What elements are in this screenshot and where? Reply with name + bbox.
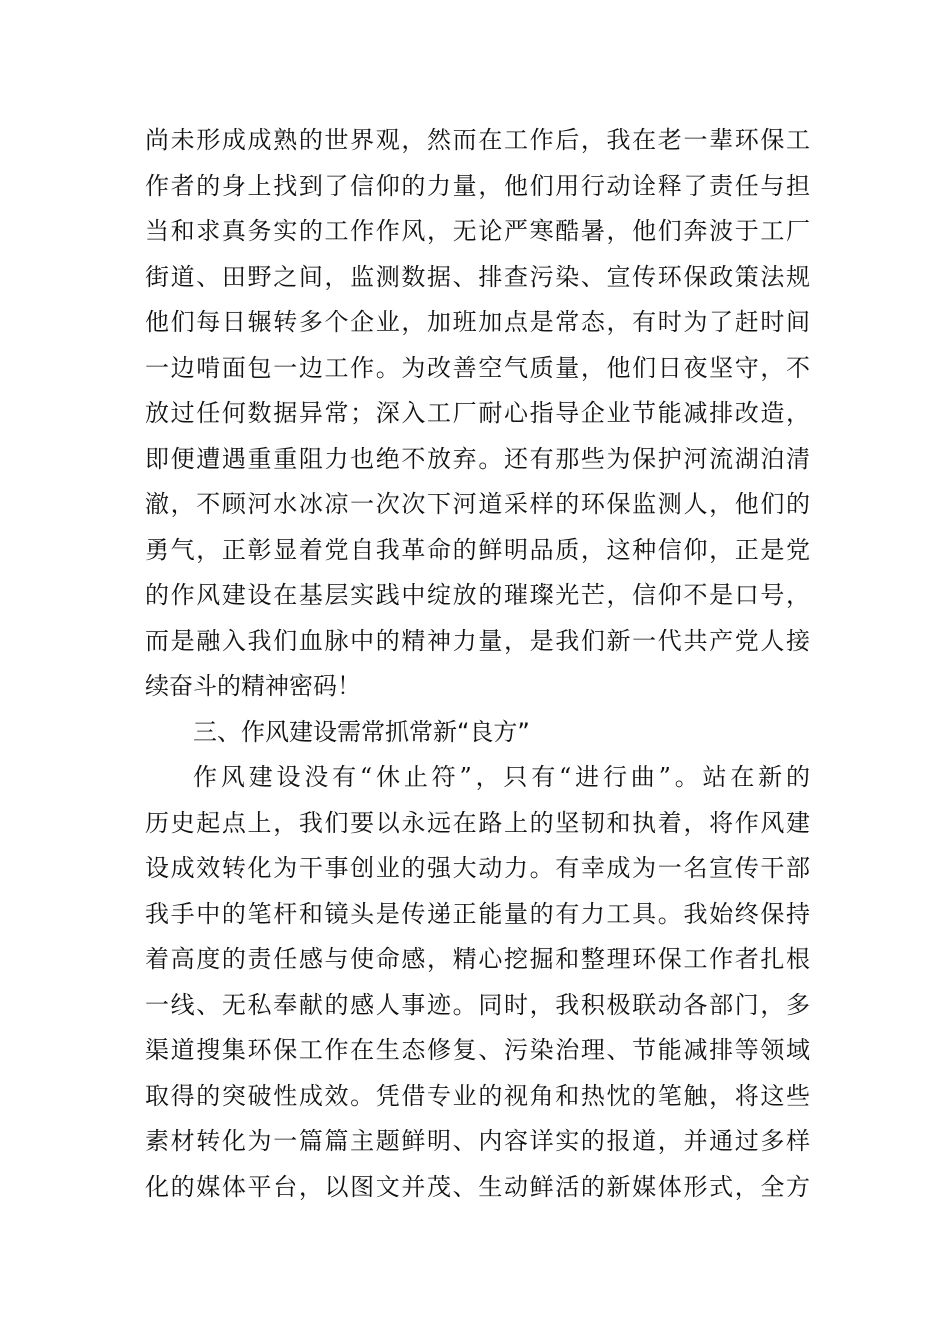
paragraph-line: 渠道搜集环保工作在生态修复、污染治理、节能减排等领域 (145, 1036, 810, 1064)
paragraph-line: 即便遭遇重重阻力也绝不放弃。还有那些为保护河流湖泊清 (145, 444, 810, 473)
paragraph-line: 取得的突破性成效。凭借专业的视角和热忱的笔触，将这些 (145, 1081, 810, 1110)
paragraph-line: 历史起点上，我们要以永远在路上的坚韧和执着，将作风建 (145, 808, 810, 837)
paragraph-line: 一线、无私奉献的感人事迹。同时，我积极联动各部门，多 (145, 990, 810, 1019)
paragraph-line: 放过任何数据异常；深入工厂耐心指导企业节能减排改造， (145, 399, 810, 427)
paragraph-2 (145, 755, 810, 1210)
paragraph-line: 尚未形成成熟的世界观，然而在工作后，我在老一辈环保工 (145, 126, 810, 154)
paragraph-line: 作风建设没有“休止符”，只有“进行曲”。站在新的 (193, 763, 810, 791)
paragraph-line: 设成效转化为干事创业的强大动力。有幸成为一名宣传干部 (145, 854, 810, 882)
paragraph-line: 他们每日辗转多个企业，加班加点是常态，有时为了赶时间 (145, 308, 810, 336)
paragraph-line: 澈，不顾河水冰凉一次次下河道采样的环保监测人，他们的 (145, 490, 810, 518)
paragraph-line: 化的媒体平台，以图文并茂、生动鲜活的新媒体形式，全方 (145, 1172, 810, 1201)
paragraph-line: 而是融入我们血脉中的精神力量，是我们新一代共产党人接 (145, 626, 810, 655)
paragraph-line: 素材转化为一篇篇主题鲜明、内容详实的报道，并通过多样 (145, 1127, 810, 1155)
paragraph-line: 作者的身上找到了信仰的力量，他们用行动诠释了责任与担 (145, 171, 810, 200)
paragraph-line: 续奋斗的精神密码！ (145, 672, 361, 700)
paragraph-line: 勇气，正彰显着党自我革命的鲜明品质，这种信仰，正是党 (145, 535, 810, 564)
paragraph-line: 街道、田野之间，监测数据、排查污染、宣传环保政策法规 (145, 262, 810, 291)
paragraph-line: 着高度的责任感与使命感，精心挖掘和整理环保工作者扎根 (145, 945, 810, 973)
paragraph-line: 我手中的笔杆和镜头是传递正能量的有力工具。我始终保持 (145, 899, 810, 928)
paragraph-line: 一边啃面包一边工作。为改善空气质量，他们日夜坚守，不 (145, 353, 810, 382)
paragraph-line: 当和求真务实的工作作风，无论严寒酷暑，他们奔波于工厂 (145, 217, 810, 245)
section-heading: 三、作风建设需常抓常新“良方” (193, 717, 530, 746)
document-body (145, 118, 810, 1210)
paragraph-line: 的作风建设在基层实践中绽放的璀璨光芒，信仰不是口号， (145, 581, 810, 609)
paragraph-1 (145, 118, 810, 710)
